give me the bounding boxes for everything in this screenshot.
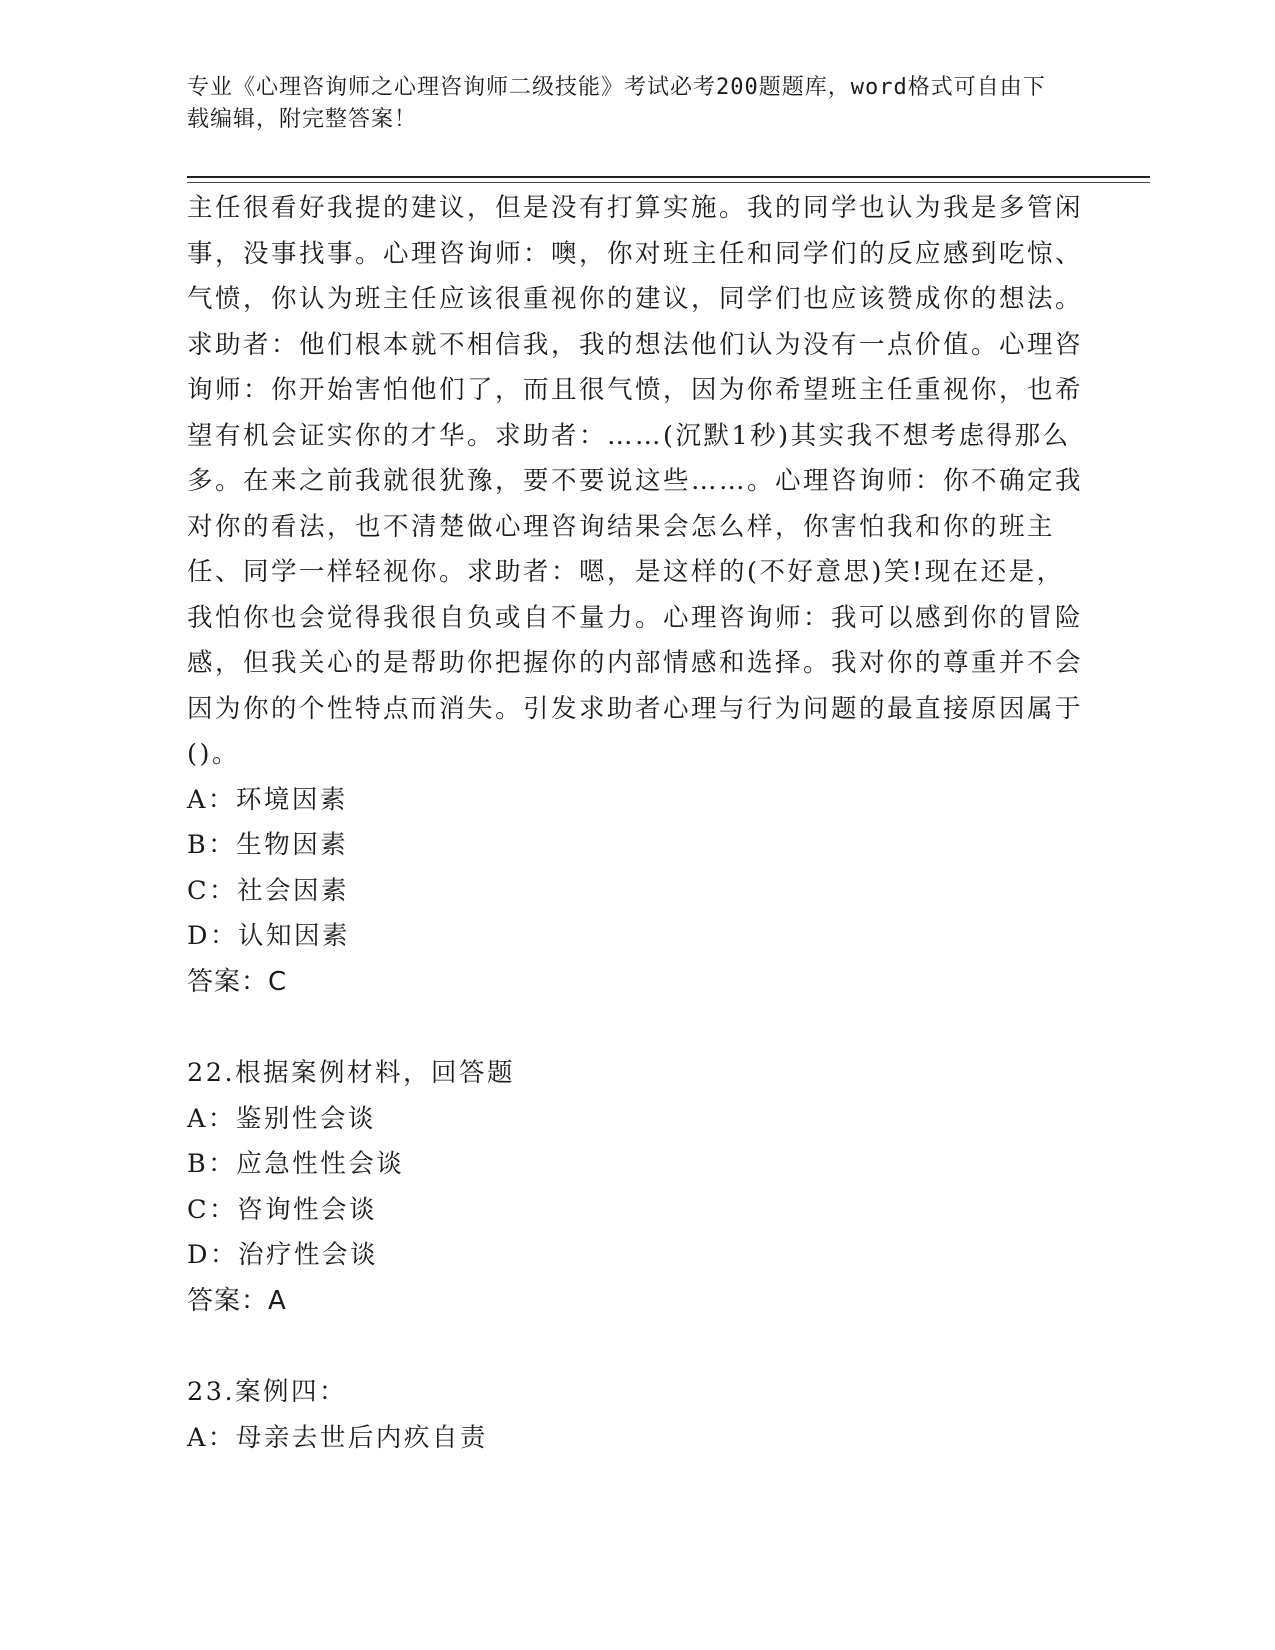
question-21-option-b: B：生物因素	[187, 830, 349, 860]
question-21-option-c: C：社会因素	[187, 875, 350, 906]
document-body	[187, 186, 1087, 1461]
question-21	[187, 186, 1087, 1005]
question-21-answer: 答案：C	[187, 966, 288, 997]
question-22-option-a: A：鉴别性会谈	[187, 1103, 376, 1134]
question-22-option-c: C：咨询性会谈	[187, 1194, 378, 1225]
question-21-option-d: D：认知因素	[187, 921, 350, 951]
question-23	[187, 1370, 1087, 1461]
question-22-answer: 答案：A	[187, 1285, 287, 1316]
header-divider-thick	[187, 176, 1150, 178]
question-22	[187, 1051, 1087, 1324]
question-23-option-a: A：母亲去世后内疚自责	[187, 1422, 488, 1453]
document-header: 专业《心理咨询师之心理咨询师二级技能》考试必考200题题库，word格式可自由下载编辑，附完整答案！	[187, 75, 1046, 132]
spacer	[187, 1005, 1087, 1051]
question-22-option-d: D：治疗性会谈	[187, 1240, 378, 1270]
question-21-stem: 主任很看好我提的建议，但是没有打算实施。我的同学也认为我是多管闲事，没事找事。心理咨询师：噢，你对班主任和同学们的反应感到吃惊、气愤，你认为班主任应该很重视你的建议，同学们也应该赞成你的想法。求助者：他们根本就不相信我，我的想法他们认为没有一点价值。心理咨询师：你开始害怕他们了，而且很气愤，因为你希望班主任重视你，也希望有机会证实你的才华。求助者：……(沉默1秒)其实我不想考虑得那么多。在来之前我就很犹豫，要不要说这些……。心理咨询师：你不确定我对你的看法，也不清楚做心理咨询结果会怎么样，你害怕我和你的班主任、同学一样轻视你。求助者：嗯，是这样的(不好意思)笑!现在还是，我怕你也会觉得我很自负或自不量力。心理咨询师：我可以感到你的冒险感，但我关心的是帮助你把握你的内部情感和选择。我对你的尊重并不会因为你的个性特点而消失。引发求助者心理与行为问题的最直接原因属于()。	[187, 193, 1084, 769]
spacer	[187, 1324, 1087, 1370]
question-21-option-a: A：环境因素	[187, 784, 348, 815]
header-divider-thin	[187, 182, 1150, 183]
question-22-title: 22.根据案例材料，回答题	[187, 1058, 516, 1088]
question-22-option-b: B：应急性性会谈	[187, 1149, 405, 1179]
question-23-title: 23.案例四：	[187, 1377, 348, 1407]
